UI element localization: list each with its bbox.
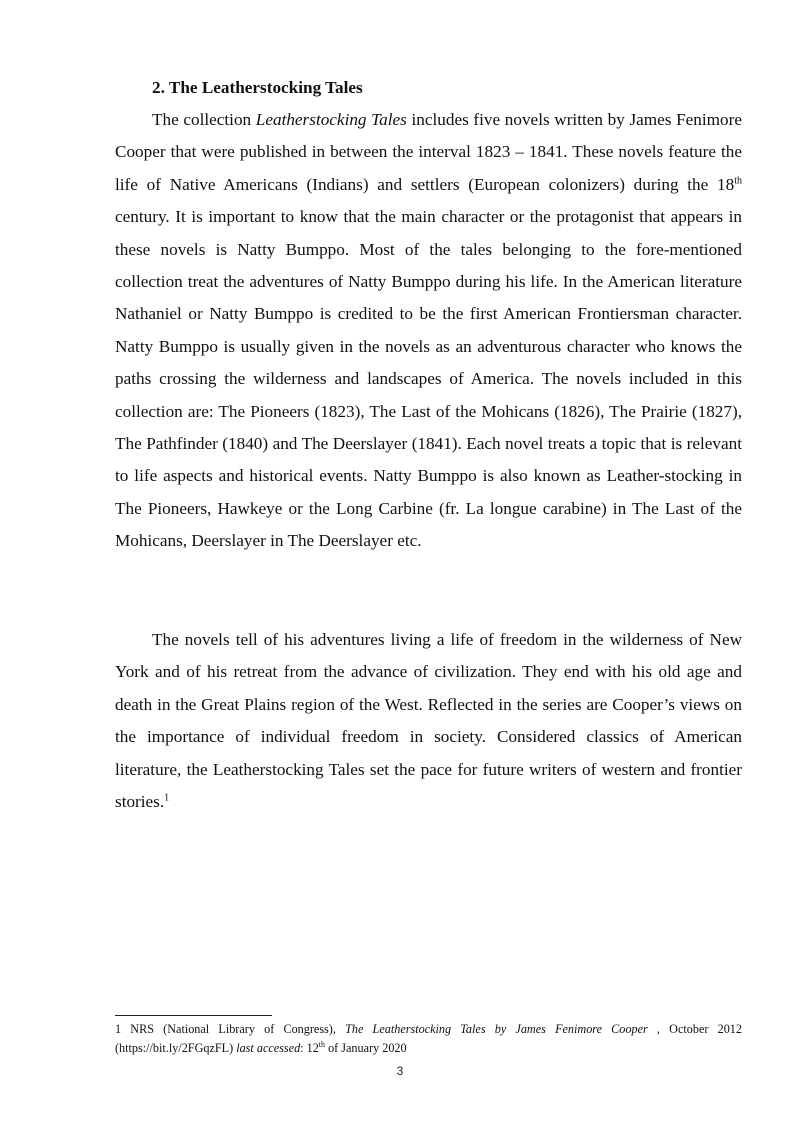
footnote-number: 1 (115, 1022, 122, 1036)
p1-century-sup: th (734, 175, 742, 187)
section-heading: 2. The Leatherstocking Tales (152, 78, 363, 97)
footnote-part3: : 12 (300, 1041, 319, 1055)
p1-part3: century. It is important to know that the main character or the protagonist that appears in these novels is Natty Bumppo. Most of the tales belonging to the fore-mentioned collection treat the adventures of Natty Bumppo during his life. In the American literature Nathaniel or Natty Bumppo is credited to be the first American Frontiersman character. Natty Bumppo is usually given in the novels as an adventurous character who knows the paths crossing the wilderness and landscapes of America. The novels included in this collection are: The Pioneers (1823), The Last of the Mohicans (1826), The Prairie (1827), The Pathfinder (1840) and The Deerslayer (1841). Each novel treats a topic that is relevant to life aspects and historical events. Natty Bumppo is also known as Leather-stocking in The Pioneers, Hawkeye or the Long Carbine (fr. La longue carabine) in The Last of the Mohicans, Deerslayer in The Deerslayer etc. (115, 207, 742, 551)
p1-lead: The collection (152, 110, 256, 129)
footnote-part4: of January 2020 (325, 1041, 407, 1055)
paragraph-2 (115, 624, 742, 818)
footnote-part1: NRS (National Library of Congress), (121, 1022, 346, 1036)
page-number: 3 (396, 1064, 404, 1078)
footnote (115, 1020, 742, 1058)
paragraph-1 (115, 104, 742, 558)
p2-text: The novels tell of his adventures living a life of freedom in the wilderness of New York and of his retreat from the advance of civilization. They end with his old age and death in the Great Plains region of the West. Reflected in the series are Cooper’s views on the importance of individual freedom in society. Considered classics of American literature, the Leatherstocking Tales set the pace for future writers of western and frontier stories. (115, 630, 742, 812)
footnote-part2: , October 2012 (https://bit.ly/2FGqzFL) (115, 1022, 742, 1055)
footnote-reference[interactable]: 1 (164, 792, 170, 804)
p1-part2: includes five novels written by James Fenimore Cooper that were published in between the interval 1823 – 1841. These novels feature the life of Native Americans (Indians) and settlers (European colonizers) during the 18 (115, 110, 742, 194)
footnote-separator (115, 1015, 272, 1016)
footnote-accessed-label: last accessed (236, 1041, 301, 1055)
footnote-day-sup: th (318, 1039, 326, 1049)
p1-book-title: Leatherstocking Tales (255, 110, 407, 129)
footnote-title: The Leatherstocking Tales by James Fenimore Cooper (345, 1022, 648, 1036)
